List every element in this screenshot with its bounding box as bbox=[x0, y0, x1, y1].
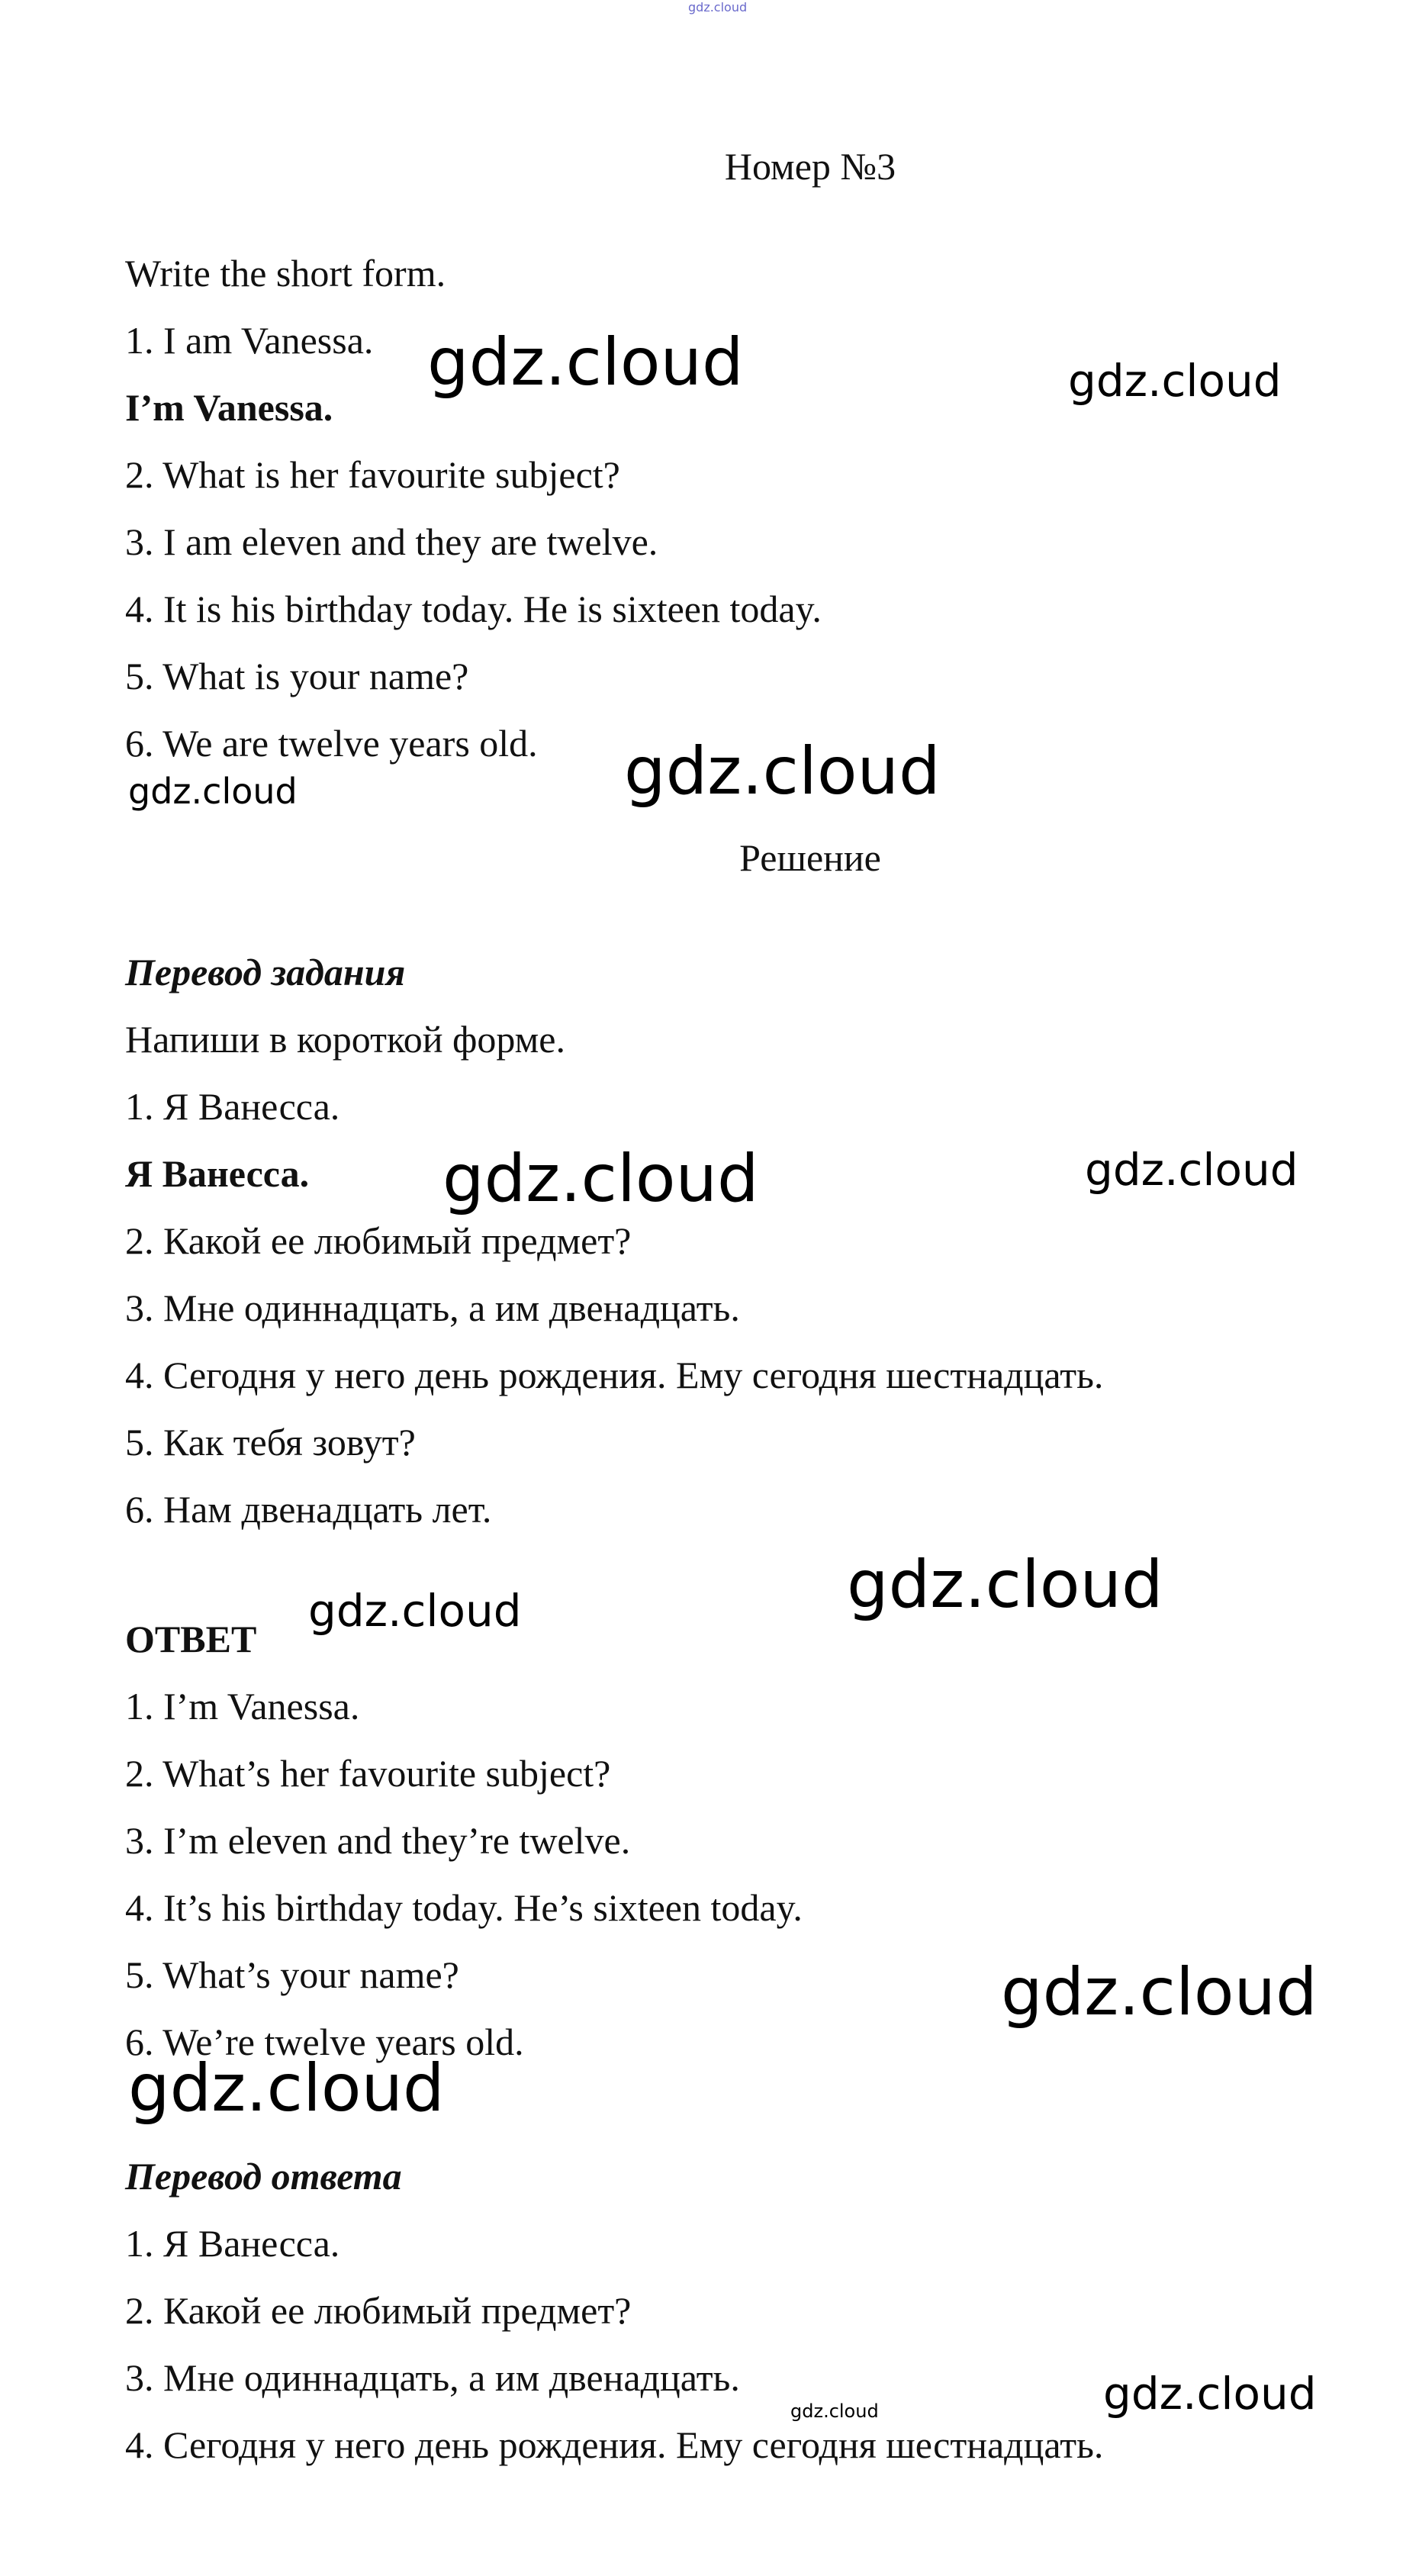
watermark: gdz.cloud bbox=[427, 324, 744, 401]
answer-translation-item: 3. Мне одиннадцать, а им двенадцать. bbox=[125, 2356, 740, 2399]
watermark: gdz.cloud bbox=[442, 1141, 759, 1217]
watermark: gdz.cloud bbox=[624, 733, 941, 810]
task-item: 4. It is his birthday today. He is sixteen today. bbox=[125, 588, 822, 630]
watermark: gdz.cloud bbox=[1068, 355, 1282, 407]
translation-item: 3. Мне одиннадцать, а им двенадцать. bbox=[125, 1286, 740, 1329]
answer-heading: ОТВЕТ bbox=[125, 1618, 257, 1660]
task-item: 6. We are twelve years old. bbox=[125, 722, 538, 765]
task-item: 2. What is her favourite subject? bbox=[125, 453, 620, 496]
watermark: gdz.cloud bbox=[128, 771, 298, 812]
translation-example: 1. Я Ванесса. bbox=[125, 1085, 340, 1128]
translation-instruction: Напиши в короткой форме. bbox=[125, 1018, 565, 1061]
translation-heading: Перевод задания bbox=[125, 951, 406, 993]
answer-item: 5. What’s your name? bbox=[125, 1953, 459, 1996]
answer-item: 6. We’re twelve years old. bbox=[125, 2021, 524, 2063]
watermark: gdz.cloud bbox=[1103, 2368, 1317, 2420]
answer-item: 3. I’m eleven and they’re twelve. bbox=[125, 1819, 631, 1862]
translation-item: 6. Нам двенадцать лет. bbox=[125, 1488, 492, 1531]
watermark: gdz.cloud bbox=[688, 0, 748, 14]
translation-item: 5. Как тебя зовут? bbox=[125, 1421, 416, 1463]
answer-translation-item: 4. Сегодня у него день рождения. Ему сегодня шестнадцать. bbox=[125, 2423, 1104, 2466]
answer-translation-item: 1. Я Ванесса. bbox=[125, 2222, 340, 2265]
answer-item: 1. I’m Vanessa. bbox=[125, 1685, 360, 1728]
task-item: 3. I am eleven and they are twelve. bbox=[125, 520, 658, 563]
watermark: gdz.cloud bbox=[1001, 1954, 1318, 2030]
answer-translation-item: 2. Какой ее любимый предмет? bbox=[125, 2289, 632, 2332]
task-item: 5. What is your name? bbox=[125, 655, 469, 697]
watermark: gdz.cloud bbox=[128, 2050, 445, 2127]
watermark: gdz.cloud bbox=[790, 2401, 879, 2422]
page-title: Номер №3 bbox=[724, 145, 896, 188]
task-instruction: Write the short form. bbox=[125, 252, 446, 295]
answer-item: 2. What’s her favourite subject? bbox=[125, 1752, 611, 1795]
translation-item: 2. Какой ее любимый предмет? bbox=[125, 1219, 632, 1262]
task-example-answer: I’m Vanessa. bbox=[125, 386, 333, 429]
solution-label: Решение bbox=[739, 836, 881, 879]
translation-example-answer: Я Ванесса. bbox=[125, 1152, 310, 1195]
task-example: 1. I am Vanessa. bbox=[125, 319, 374, 362]
translation-item: 4. Сегодня у него день рождения. Ему сегодня шестнадцать. bbox=[125, 1354, 1104, 1396]
watermark: gdz.cloud bbox=[847, 1547, 1163, 1623]
answer-translation-heading: Перевод ответа bbox=[125, 2155, 402, 2198]
answer-item: 4. It’s his birthday today. He’s sixteen today. bbox=[125, 1886, 803, 1929]
watermark: gdz.cloud bbox=[1085, 1144, 1298, 1196]
watermark: gdz.cloud bbox=[308, 1585, 522, 1637]
